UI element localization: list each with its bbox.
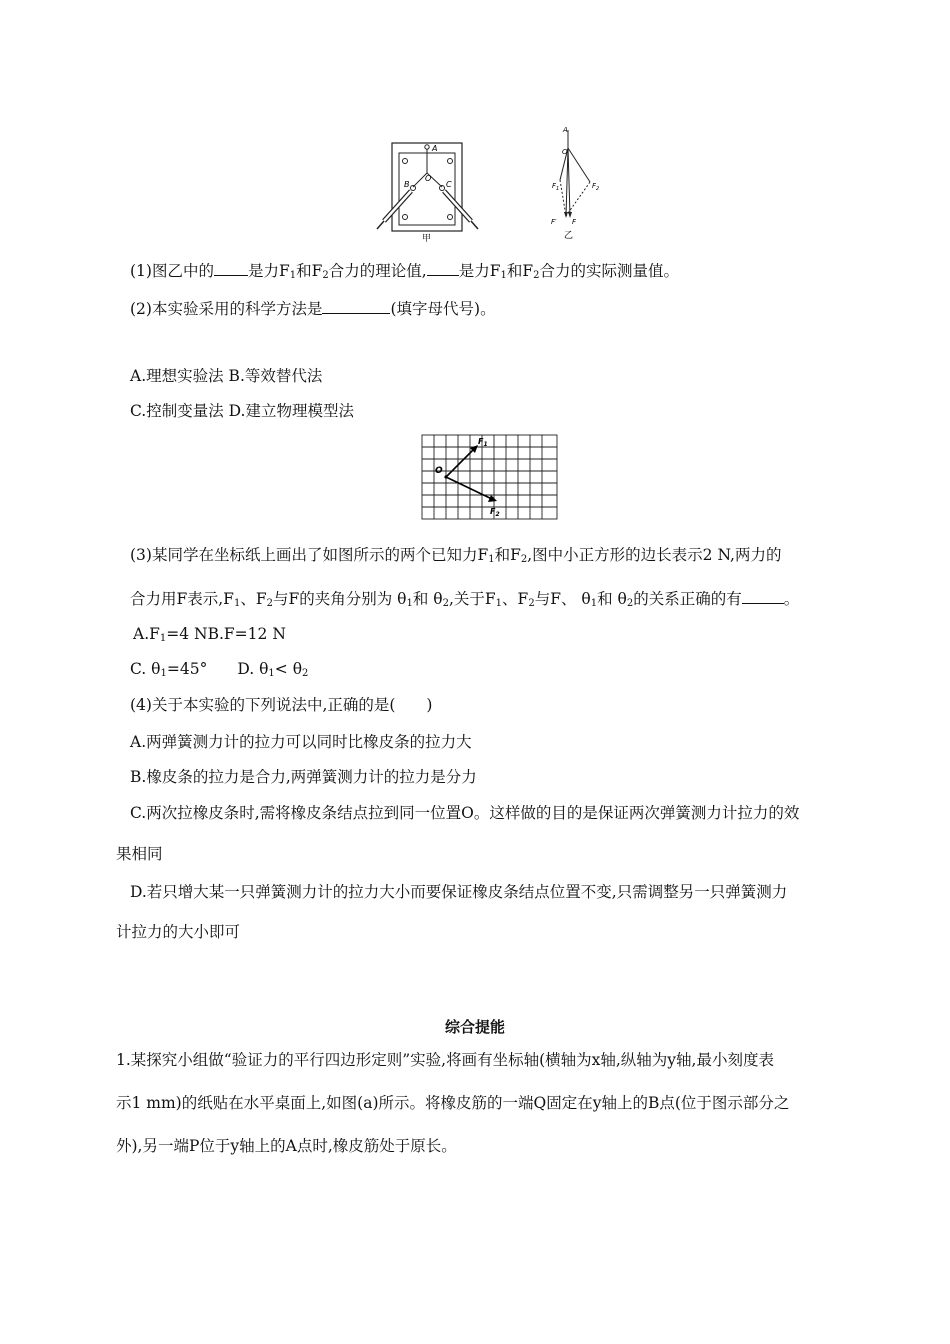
figure-jia-caption: 甲 xyxy=(422,234,432,244)
figure-jia-label-a: A xyxy=(432,144,438,153)
answer-blank-1[interactable] xyxy=(214,259,248,276)
question-4-option-a: A.两弹簧测力计的拉力可以同时比橡皮条的拉力大 xyxy=(130,733,472,751)
question-3-line-1: (3)某同学在坐标纸上画出了如图所示的两个已知力$F_1$和$F_2$,图中小正方形的边长表示2 N,两力的 xyxy=(130,546,782,565)
problem-1-line-2: 示1 mm)的纸贴在水平桌面上,如图(a)所示。将橡皮筋的一端Q固定在y轴上的B点(位于图示部分之 xyxy=(116,1094,790,1112)
question-4-option-d-line-2: 计拉力的大小即可 xyxy=(116,923,241,941)
answer-blank-4[interactable] xyxy=(742,587,784,604)
question-4-option-d-line-1: D.若只增大某一只弹簧测力计的拉力大小而要保证橡皮条结点位置不变,只需调整另一只弹簧测力 xyxy=(130,883,788,901)
grid-label-o: O xyxy=(435,466,443,476)
figure-yi-caption: 乙 xyxy=(564,231,574,241)
section-heading: 综合提能 xyxy=(444,1018,505,1036)
question-2: (2)本实验采用的科学方法是 (填字母代号)。 xyxy=(130,297,496,319)
question-4-option-c-line-2: 果相同 xyxy=(116,845,163,863)
question-3-options-ab: $A.F_1=4$ NB.F=12 N xyxy=(133,625,286,644)
figure-jia-label-c: C xyxy=(446,180,452,189)
problem-1-line-1: 1.某探究小组做“验证力的平行四边形定则”实验,将画有坐标轴(横轴为x轴,纵轴为y轴,最小刻度表 xyxy=(116,1051,774,1069)
figure-yi-label-f: F xyxy=(572,218,577,226)
figure-jia-apparatus xyxy=(370,135,485,245)
question-2-options-cd: C.控制变量法 D.建立物理模型法 xyxy=(130,402,354,420)
figure-yi-label-f2: $F_2$ xyxy=(592,182,600,192)
figure-yi-force-diagram xyxy=(550,122,610,242)
figure-yi-label-o: O xyxy=(562,148,568,156)
question-2-options-ab: A.理想实验法 B.等效替代法 xyxy=(130,367,323,385)
figure-yi-label-f-prime: F′ xyxy=(551,218,557,226)
question-3-options-cd: C. $\theta_1=45^\circ$ D. $\theta_1< \theta_2$ xyxy=(130,660,309,679)
question-3-line-2: 合力用F表示$,F_1$、$F_2$与F的夹角分别为 $\theta_1$和 $\theta_2$,关于$F_1$、$F_2$与F、 $\theta_1$和 $\theta_2$的关系正确的有 。 xyxy=(130,587,799,614)
question-4-option-c-line-1: C.两次拉橡皮条时,需将橡皮条结点拉到同一位置O。这样做的目的是保证两次弹簧测力计拉力的效 xyxy=(130,804,800,822)
question-4-option-b: B.橡皮条的拉力是合力,两弹簧测力计的拉力是分力 xyxy=(130,768,477,786)
question-1: (1)图乙中的 是力$F_1$和$F_2$合力的理论值, 是力$F_1$和$F_2$合力的实际测量值。 xyxy=(130,259,679,286)
figure-yi-label-a: A xyxy=(563,126,568,134)
problem-1-line-3: 外),另一端P位于y轴上的A点时,橡皮筋处于原长。 xyxy=(116,1137,457,1155)
grid-label-f2: $F_2$ xyxy=(490,507,500,518)
figure-jia-label-o: O xyxy=(425,174,432,183)
answer-blank-3[interactable] xyxy=(322,297,390,314)
question-4-stem: (4)关于本实验的下列说法中,正确的是( ) xyxy=(130,696,433,714)
answer-blank-2[interactable] xyxy=(427,259,459,276)
figure-jia-label-b: B xyxy=(404,180,410,189)
figure-grid-forces xyxy=(420,432,560,522)
grid-label-f1: $F_1$ xyxy=(478,437,488,448)
figure-yi-label-f1: $F_1$ xyxy=(552,182,560,192)
